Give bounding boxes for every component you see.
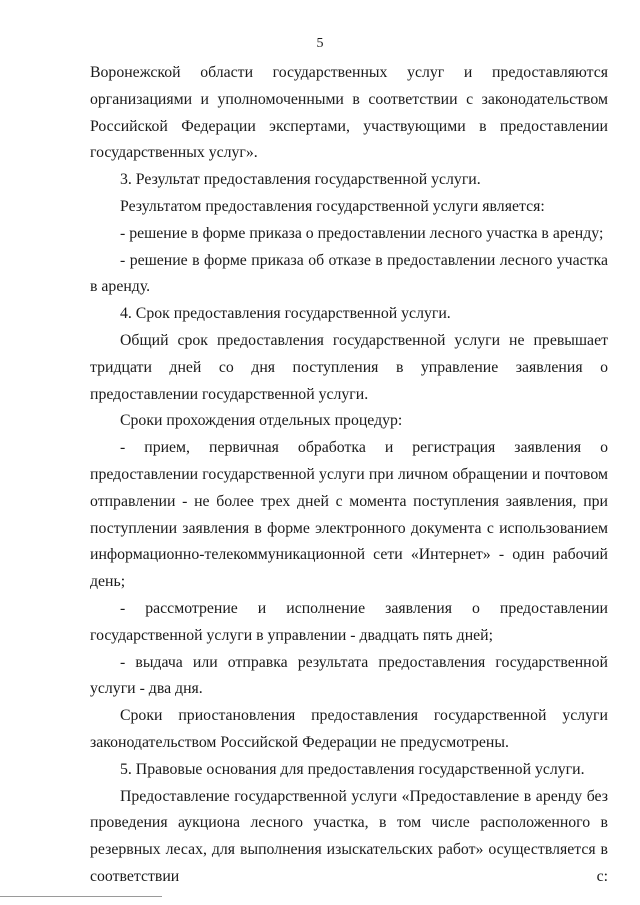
section-4-heading: 4. Срок предоставления государственной услуги. [120, 305, 451, 323]
page-number: 5 [316, 36, 324, 51]
list-item-issuance: - выдача или отправка результата предоставления государственной услуги - два дня. [90, 653, 608, 698]
paragraph-suspension: Сроки приостановления предоставления государственной услуги законодательством Российской Федерации не предусмотрены. [90, 707, 608, 751]
list-item-reception: - прием, первичная обработка и регистрация заявления о предоставлении государственной услуги при личном обращении и почтовом отправлении - не более трех дней с момента поступления заявления, при поступлении заявления в форме электронного документа с использованием информационно-телекоммуникационной сети «Интернет» - один рабочий день; [90, 439, 608, 591]
section-5-heading: 5. Правовые основания для предоставления государственной услуги. [120, 760, 585, 778]
paragraph-1: Воронежской области государственных услуг и предоставляются организациями и уполномоченными в соответствии с законодательством Российской Федерации экспертами, участвующими в предоставлении государственных услуг». [90, 64, 608, 162]
list-item-result-refusal: - решение в форме приказа об отказе в предоставлении лесного участка в аренду. [90, 251, 608, 296]
paragraph-legal-basis: Предоставление государственной услуги «Предоставление в аренду без проведения аукциона лесного участка, в том числе расположенного в резервных лесах, для выполнения изыскательских работ» осуществляется в соответствии с: [90, 787, 608, 885]
list-item-review: - рассмотрение и исполнение заявления о предоставлении государственной услуги в управлении - двадцать пять дней; [90, 599, 608, 644]
list-item-result-grant: - решение в форме приказа о предоставлении лесного участка в аренду; [120, 224, 604, 242]
paragraph-total-term: Общий срок предоставления государственной услуги не превышает тридцати дней со дня поступления в управление заявления о предоставлении государственной услуги. [90, 331, 608, 403]
document-body [90, 60, 608, 891]
section-3-heading: 3. Результат предоставления государственной услуги. [120, 171, 481, 189]
footer-separator-line [0, 896, 162, 897]
paragraph-result-intro: Результатом предоставления государственной услуги является: [120, 197, 545, 215]
paragraph-procedure-terms: Сроки прохождения отдельных процедур: [120, 412, 403, 430]
